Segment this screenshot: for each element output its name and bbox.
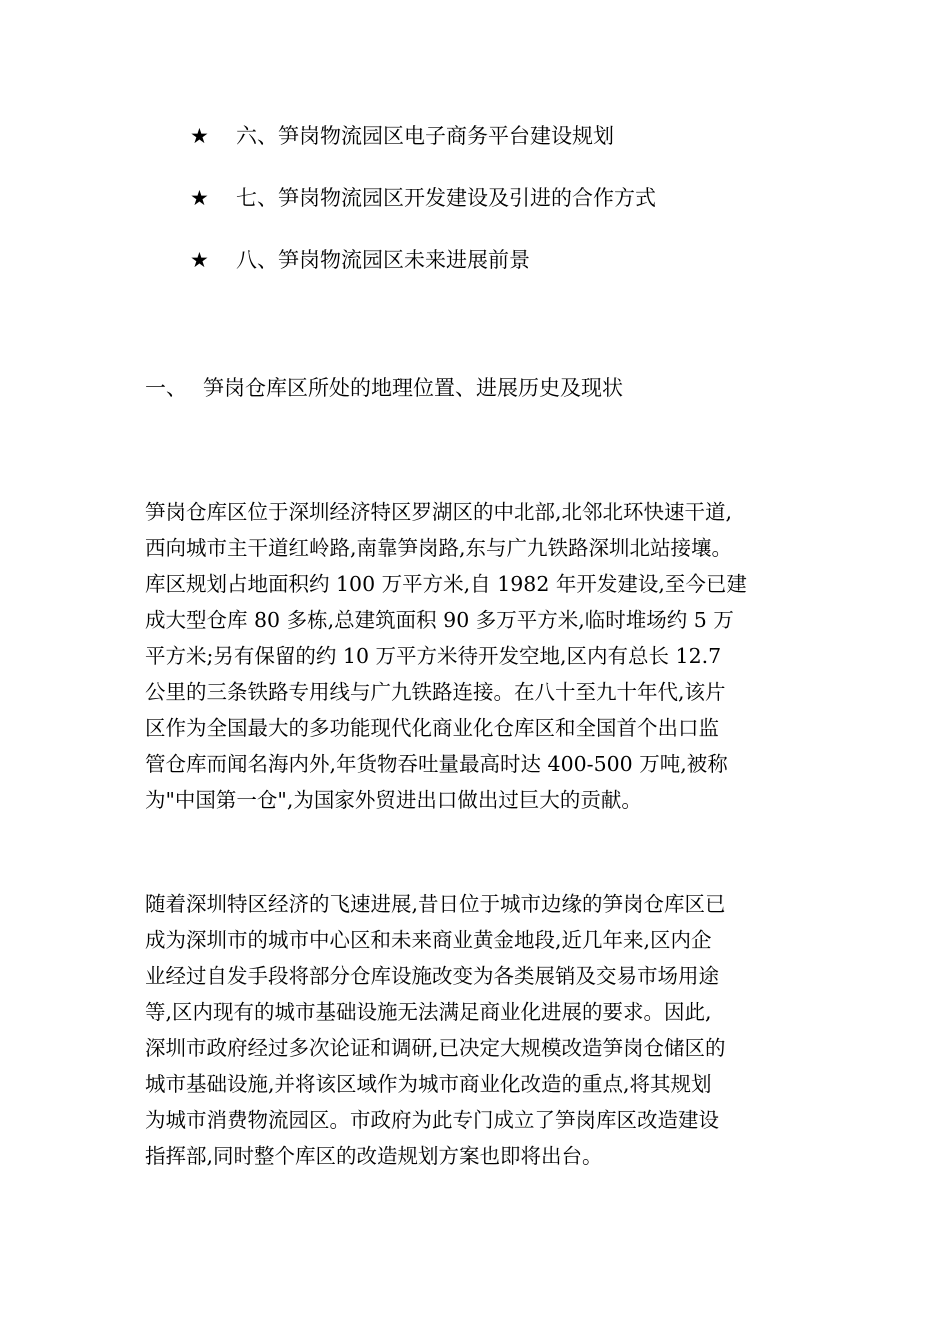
paragraph-line: 成大型仓库 80 多栋,总建筑面积 90 多万平方米,临时堆场约 5 万 — [145, 608, 734, 632]
paragraph-line: 指挥部,同时整个库区的改造规划方案也即将出台。 — [145, 1144, 603, 1168]
paragraph-line: 管仓库而闻名海内外,年货物吞吐量最高时达 400-500 万吨,被称 — [145, 752, 728, 776]
paragraph-line: 平方米;另有保留的约 10 万平方米待开发空地,区内有总长 12.7 — [145, 644, 722, 668]
section-number: 一、 — [145, 376, 187, 400]
toc-item — [190, 180, 656, 242]
paragraph-line: 公里的三条铁路专用线与广九铁路连接。在八十至九十年代,该片 — [145, 680, 726, 704]
paragraph-location — [145, 494, 810, 818]
paragraph-development — [145, 886, 810, 1174]
paragraph-line: 为"中国第一仓",为国家外贸进出口做出过巨大的贡献。 — [145, 788, 642, 812]
paragraph-line: 成为深圳市的城市中心区和未来商业黄金地段,近几年来,区内企 — [145, 928, 712, 952]
toc-item — [190, 118, 656, 180]
paragraph-line: 深圳市政府经过多次论证和调研,已决定大规模改造笋岗仓储区的 — [145, 1036, 726, 1060]
paragraph-line: 随着深圳特区经济的飞速进展,昔日位于城市边缘的笋岗仓库区已 — [145, 892, 726, 916]
star-bullet-icon: ★ — [190, 186, 209, 210]
section-heading — [145, 370, 623, 406]
toc-item — [190, 242, 656, 304]
paragraph-line: 业经过自发手段将部分仓库设施改变为各类展销及交易市场用途 — [145, 964, 719, 988]
toc-item-label: 七、笋岗物流园区开发建设及引进的合作方式 — [236, 186, 656, 210]
paragraph-line: 区作为全国最大的多功能现代化商业化仓库区和全国首个出口监 — [145, 716, 719, 740]
paragraph-line: 笋岗仓库区位于深圳经济特区罗湖区的中北部,北邻北环快速干道, — [145, 500, 733, 524]
paragraph-line: 城市基础设施,并将该区域作为城市商业化改造的重点,将其规划 — [145, 1072, 712, 1096]
paragraph-line: 西向城市主干道红岭路,南靠笋岗路,东与广九铁路深圳北站接壤。 — [145, 536, 733, 560]
section-title: 笋岗仓库区所处的地理位置、进展历史及现状 — [203, 376, 623, 400]
star-bullet-icon: ★ — [190, 124, 209, 148]
paragraph-line: 等,区内现有的城市基础设施无法满足商业化进展的要求。因此, — [145, 1000, 712, 1024]
paragraph-line: 为城市消费物流园区。市政府为此专门成立了笋岗库区改造建设 — [145, 1108, 719, 1132]
toc-item-label: 八、笋岗物流园区未来进展前景 — [236, 248, 530, 272]
paragraph-line: 库区规划占地面积约 100 万平方米,自 1982 年开发建设,至今已建 — [145, 572, 747, 596]
table-of-contents — [190, 118, 656, 304]
toc-item-label: 六、笋岗物流园区电子商务平台建设规划 — [236, 124, 614, 148]
star-bullet-icon: ★ — [190, 248, 209, 272]
